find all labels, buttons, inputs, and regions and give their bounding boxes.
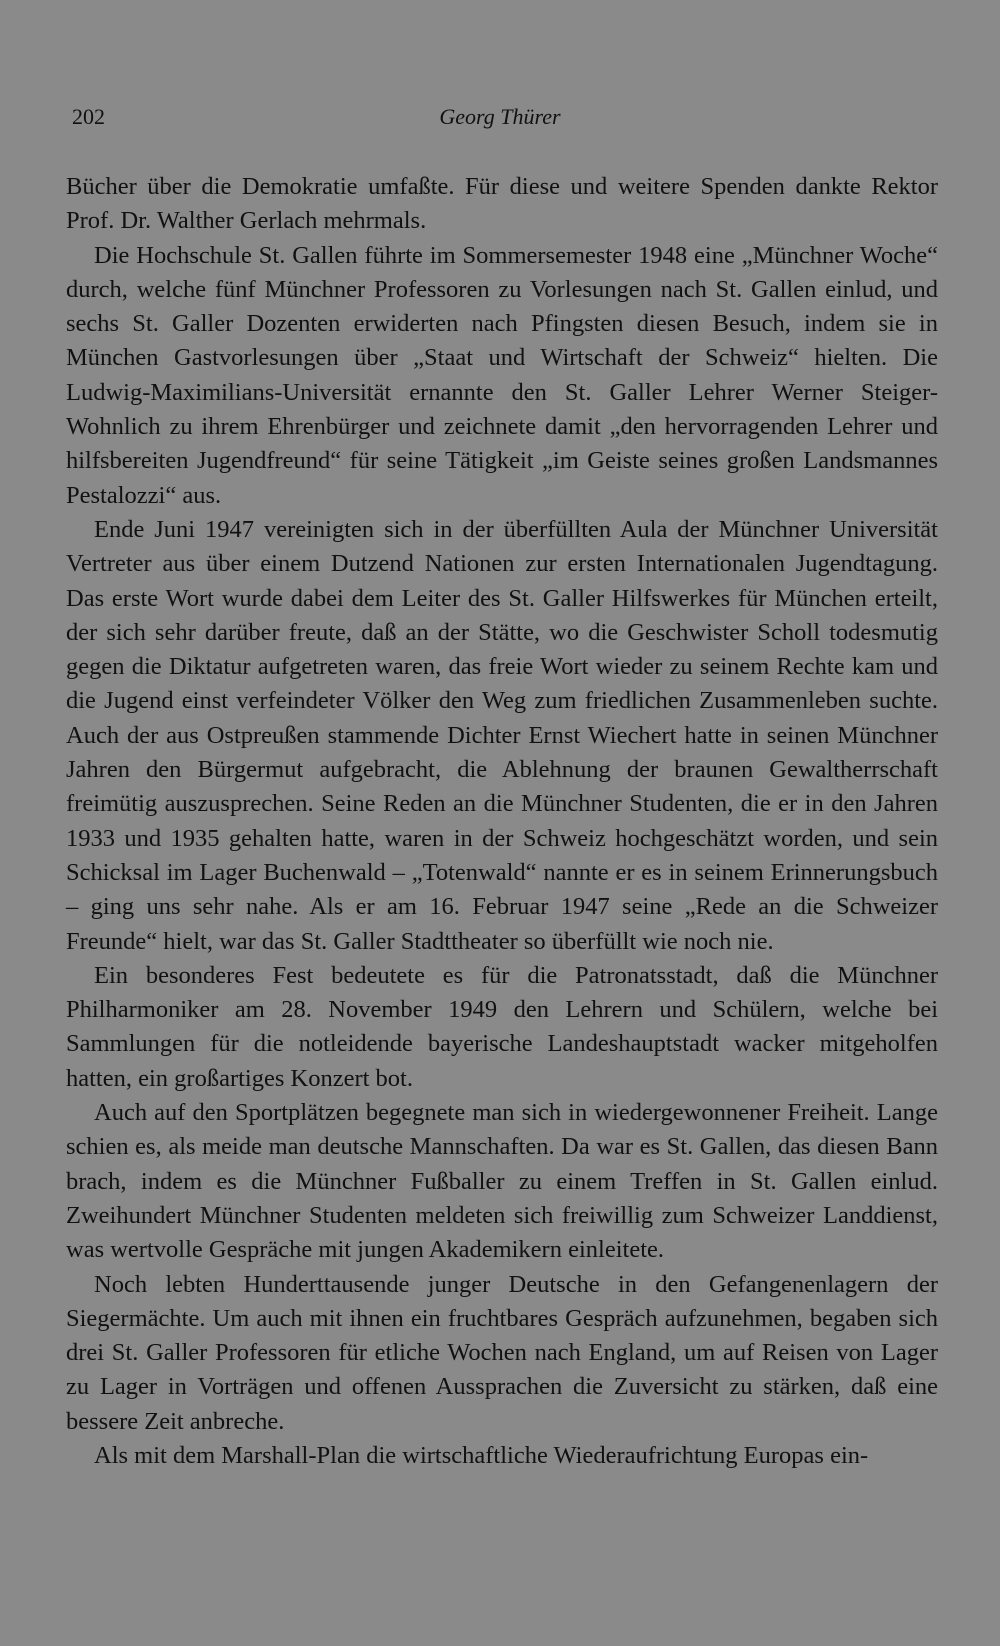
body-text — [66, 170, 938, 1473]
paragraph: Bücher über die Demokratie umfaßte. Für diese und weitere Spenden dankte Rektor Prof. Dr. Walther Gerlach mehrmals. — [66, 173, 938, 235]
paragraph: Ende Juni 1947 vereinigten sich in der überfüllten Aula der Münchner Universität Vertreter aus über einem Dutzend Nationen zur ersten Internationalen Jugendtagung. Das erste Wort wurde dabei dem Leiter des St. Galler Hilfswerkes für München erteilt, der sich sehr darüber freute, daß an der Stätte, wo die Geschwister Scholl todesmutig gegen die Diktatur aufgetreten waren, das freie Wort wieder zu seinem Rechte kam und die Jugend einst verfeindeter Völker den Weg zum friedlichen Zusammenleben suchte. Auch der aus Ostpreußen stammende Dichter Ernst Wiechert hatte in seinen Münchner Jahren den Bürgermut aufgebracht, die Ablehnung der braunen Gewaltherrschaft freimütig auszusprechen. Seine Reden an die Münchner Studenten, die er in den Jahren 1933 und 1935 gehalten hatte, waren in der Schweiz hochgeschätzt worden, und sein Schicksal im Lager Buchenwald – „Totenwald“ nannte er es in seinem Erinnerungsbuch – ging uns sehr nahe. Als er am 16. Februar 1947 seine „Rede an die Schweizer Freunde“ hielt, war das St. Galler Stadttheater so überfüllt wie noch nie. — [66, 515, 938, 955]
paragraph: Auch auf den Sportplätzen begegnete man sich in wiedergewonnener Freiheit. Lange schien es, als meide man deutsche Mannschaften. Da war es St. Gallen, das diesen Bann brach, indem es die Münchner Fußballer zu einem Treffen in St. Gallen einlud. Zweihundert Münchner Studenten meldeten sich freiwillig zum Schweizer Landdienst, was wertvolle Gespräche mit jungen Akademikern einleitete. — [66, 1099, 938, 1264]
page-header — [72, 104, 928, 134]
page-number: 202 — [72, 104, 105, 129]
paragraph: Noch lebten Hunderttausende junger Deutsche in den Gefangenenlagern der Siegermächte. Um auch mit ihnen ein fruchtbares Gespräch aufzunehmen, begaben sich drei St. Galler Professoren für etliche Wochen nach England, um auf Reisen von Lager zu Lager in Vorträgen und offenen Aussprachen die Zuversicht zu stärken, daß eine bessere Zeit anbreche. — [66, 1270, 938, 1435]
paragraph: Als mit dem Marshall-Plan die wirtschaftliche Wiederaufrichtung Europas ein- — [94, 1441, 869, 1469]
paragraph: Ein besonderes Fest bedeutete es für die Patronatsstadt, daß die Münchner Philharmoniker am 28. November 1949 den Lehrern und Schülern, welche bei Sammlungen für die notleidende bayerische Landeshauptstadt wacker mitgeholfen hatten, ein großartiges Konzert bot. — [66, 961, 938, 1092]
running-head: Georg Thürer — [439, 104, 561, 129]
paragraph: Die Hochschule St. Gallen führte im Sommersemester 1948 eine „Münchner Woche“ durch, welche fünf Münchner Professoren zu Vorlesungen nach St. Gallen einlud, und sechs St. Galler Dozenten erwiderten nach Pfingsten diesen Besuch, indem sie in München Gastvorlesungen über „Staat und Wirtschaft der Schweiz“ hielten. Die Ludwig-Maximilians-Universität ernannte den St. Galler Lehrer Werner Steiger-Wohnlich zu ihrem Ehrenbürger und zeichnete damit „den hervorragenden Lehrer und hilfsbereiten Jugendfreund“ für seine Tätigkeit „im Geiste seines großen Landsmannes Pestalozzi“ aus. — [66, 241, 938, 509]
